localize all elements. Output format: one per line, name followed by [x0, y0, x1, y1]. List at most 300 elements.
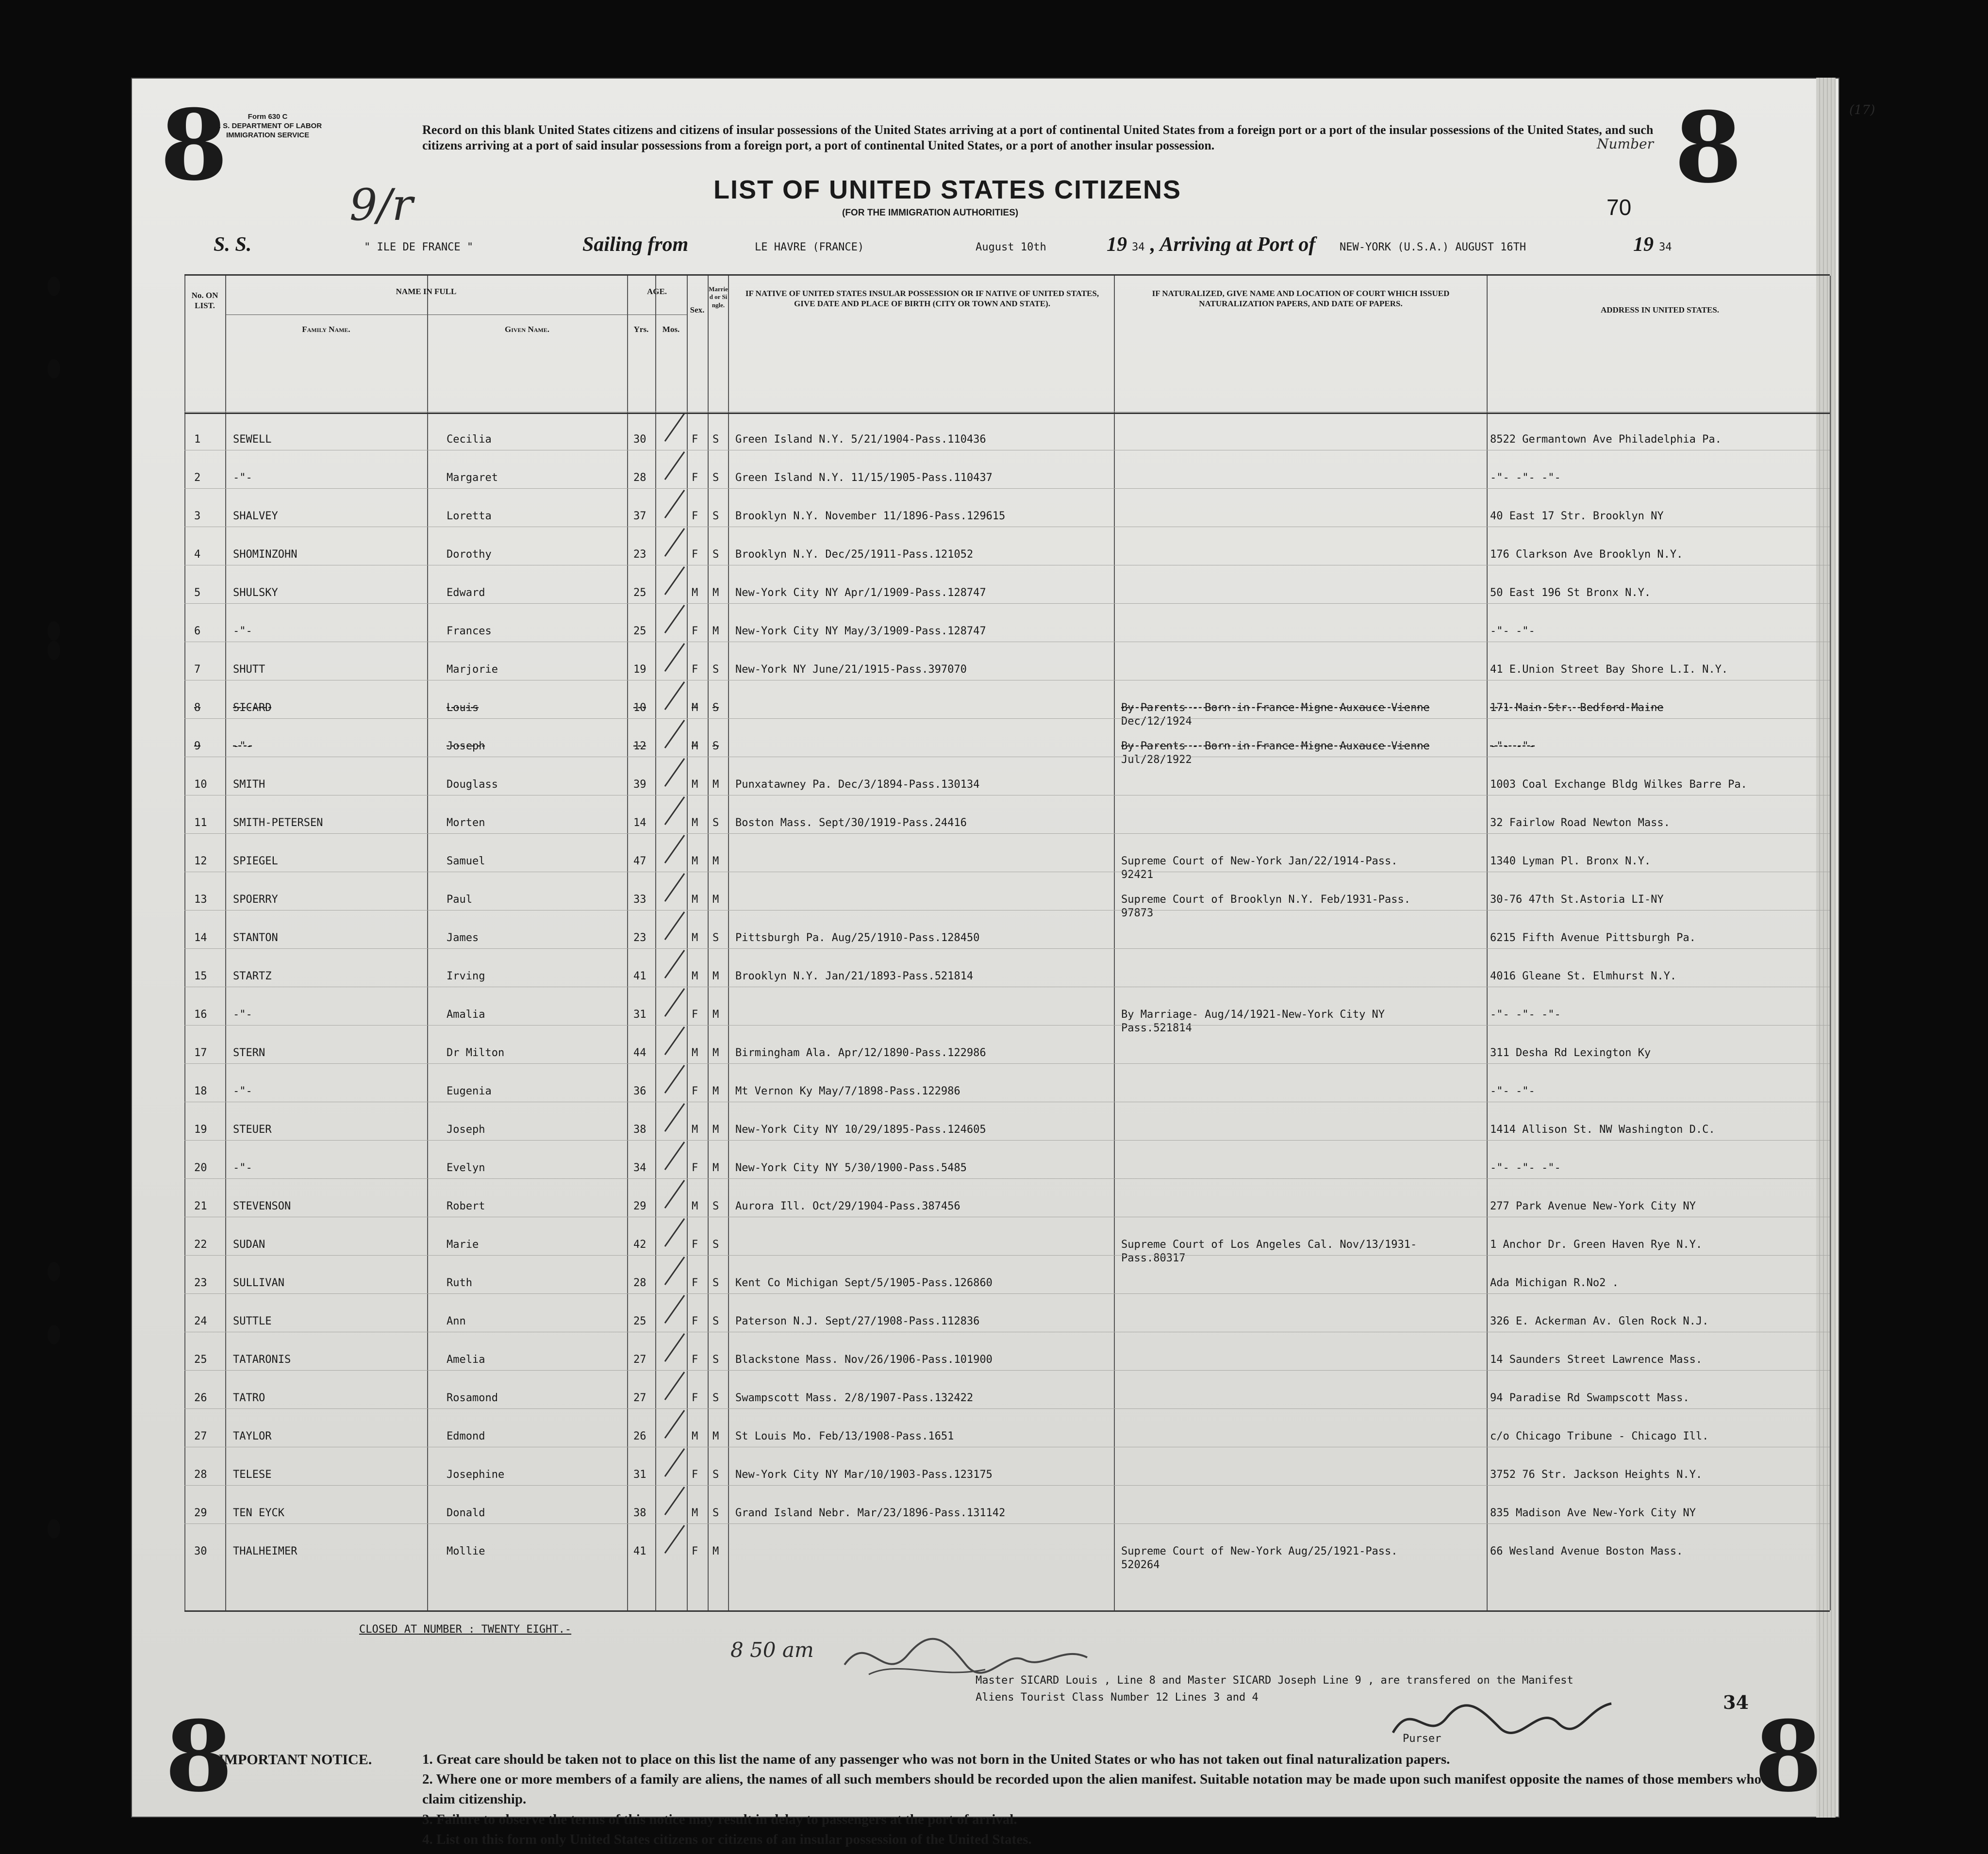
family-name: SPOERRY	[233, 894, 278, 906]
table-row	[184, 910, 1830, 949]
row-number: 30	[194, 1545, 207, 1557]
row-number: 2	[194, 472, 201, 484]
given-name: Edmond	[447, 1430, 485, 1442]
form-number: Form 630 C	[248, 113, 288, 121]
naturalization-info: By Parents - Born in France Migne Auxauce Vienne	[1121, 740, 1430, 752]
table-row	[184, 1140, 1830, 1179]
family-name: -"-	[233, 1009, 252, 1021]
family-name: SHOMINZOHN	[233, 548, 298, 561]
form-block	[214, 113, 322, 140]
marital-status: M	[712, 587, 719, 599]
sex: F	[692, 1239, 698, 1251]
birthplace-and-date: Swampscott Mass. 2/8/1907-Pass.132422	[735, 1392, 974, 1404]
table-row	[184, 1408, 1830, 1447]
marital-status: S	[712, 1469, 719, 1481]
stamp-time: 8 50 am	[730, 1638, 814, 1662]
address: 1 Anchor Dr. Green Haven Rye N.Y.	[1490, 1239, 1703, 1251]
naturalization-info-continued: 97873	[1121, 907, 1154, 919]
sex: M	[692, 932, 698, 944]
given-name: Douglass	[447, 778, 498, 791]
given-name: Louis	[447, 702, 479, 714]
family-name: TEN EYCK	[233, 1507, 284, 1519]
given-name: Eugenia	[447, 1085, 492, 1097]
sex: M	[692, 1200, 698, 1212]
address: 277 Park Avenue New-York City NY	[1490, 1200, 1696, 1212]
birthplace-and-date: Green Island N.Y. 5/21/1904-Pass.110436	[735, 433, 986, 446]
family-name: SPIEGEL	[233, 855, 278, 867]
row-number: 14	[194, 932, 207, 944]
number-label: Number	[1597, 136, 1654, 152]
arriving-label: , Arriving at Port of	[1150, 233, 1316, 256]
check-mark	[664, 720, 685, 748]
birthplace-and-date: Green Island N.Y. 11/15/1905-Pass.110437	[735, 472, 993, 484]
marital-status: M	[712, 1162, 719, 1174]
sheet-number-bottom-right: 8	[1755, 1700, 1822, 1814]
birthplace-and-date: New-York City NY 10/29/1895-Pass.124605	[735, 1124, 986, 1136]
table-row	[184, 1102, 1830, 1141]
marital-status: S	[712, 472, 719, 484]
important-notice	[218, 1750, 1791, 1850]
given-name: Amelia	[447, 1354, 485, 1366]
address: 1340 Lyman Pl. Bronx N.Y.	[1490, 855, 1651, 867]
service-name: IMMIGRATION SERVICE	[226, 131, 310, 139]
marital-status: S	[712, 1200, 719, 1212]
address: 32 Fairlow Road Newton Mass.	[1490, 817, 1670, 829]
family-name: SHULSKY	[233, 587, 278, 599]
age-years: 41	[633, 970, 646, 982]
address: 40 East 17 Str. Brooklyn NY	[1490, 510, 1664, 522]
check-mark	[664, 1525, 685, 1554]
sex: F	[692, 1085, 698, 1097]
age-years: 27	[633, 1354, 646, 1366]
sex: F	[692, 625, 698, 637]
header-years: Yrs.	[633, 325, 649, 334]
marital-status: M	[712, 1124, 719, 1136]
year-from-prefix: 19	[1107, 233, 1127, 256]
address: 3752 76 Str. Jackson Heights N.Y.	[1490, 1469, 1703, 1481]
birthplace-and-date: Grand Island Nebr. Mar/23/1896-Pass.131142	[735, 1507, 1006, 1519]
marital-status: S	[712, 1315, 719, 1327]
row-number: 10	[194, 778, 207, 791]
age-years: 25	[633, 587, 646, 599]
sex: M	[692, 1047, 698, 1059]
table-row	[184, 987, 1830, 1034]
marital-status: S	[712, 1392, 719, 1404]
check-mark	[664, 988, 685, 1017]
birthplace-and-date: New-York City NY 5/30/1900-Pass.5485	[735, 1162, 967, 1174]
check-mark	[664, 796, 685, 825]
check-mark	[664, 1410, 685, 1439]
header-name-in-full: NAME IN FULL	[396, 287, 457, 296]
marital-status: S	[712, 1507, 719, 1519]
check-mark	[664, 873, 685, 902]
table-row	[184, 1178, 1830, 1217]
given-name: Dr Milton	[447, 1047, 505, 1059]
check-mark	[664, 1218, 685, 1247]
transfer-note-line-1: Master SICARD Louis , Line 8 and Master SICARD Joseph Line 9 , are transfered on the Manifest	[976, 1674, 1574, 1687]
table-row	[184, 642, 1830, 680]
sex: M	[692, 817, 698, 829]
marital-status: S	[712, 702, 719, 714]
row-number: 11	[194, 817, 207, 829]
age-years: 26	[633, 1430, 646, 1442]
check-mark	[664, 1448, 685, 1477]
age-years: 37	[633, 510, 646, 522]
ss-label: S. S.	[214, 233, 252, 256]
birthplace-and-date: Boston Mass. Sept/30/1919-Pass.24416	[735, 817, 967, 829]
check-mark	[664, 950, 685, 978]
sex: F	[692, 433, 698, 446]
table-row	[184, 718, 1830, 766]
birthplace-and-date: New-York City NY Apr/1/1909-Pass.128747	[735, 587, 986, 599]
age-years: 28	[633, 1277, 646, 1289]
row-number: 19	[194, 1124, 207, 1136]
naturalization-info: Supreme Court of New-York Jan/22/1914-Pass.	[1121, 855, 1398, 867]
check-mark	[664, 643, 685, 672]
marital-status: S	[712, 740, 719, 752]
sex: M	[692, 855, 698, 867]
check-mark	[664, 1103, 685, 1132]
sex: F	[692, 510, 698, 522]
table-row	[184, 1255, 1830, 1294]
check-mark	[664, 413, 685, 442]
age-years: 41	[633, 1545, 646, 1557]
family-name: SMITH-PETERSEN	[233, 817, 323, 829]
check-mark	[664, 911, 685, 940]
address: -"- -"-	[1490, 625, 1535, 637]
check-mark	[664, 835, 685, 863]
given-name: Evelyn	[447, 1162, 485, 1174]
row-number: 24	[194, 1315, 207, 1327]
header-naturalization: IF NATURALIZED, GIVE NAME AND LOCATION OF COURT WHICH ISSUED NATURALIZATION PAPERS, AND DATE OF PAPERS.	[1152, 289, 1450, 309]
age-years: 44	[633, 1047, 646, 1059]
age-years: 33	[633, 894, 646, 906]
row-number: 15	[194, 970, 207, 982]
address: Ada Michigan R.No2 .	[1490, 1277, 1619, 1289]
address: 6215 Fifth Avenue Pittsburgh Pa.	[1490, 932, 1696, 944]
notice-item: 1. Great care should be taken not to place on this list the name of any passenger who was not born in the United States or who has not taken out final naturalization papers.	[422, 1752, 1450, 1767]
family-name: -"-	[233, 625, 252, 637]
sex: M	[692, 1507, 698, 1519]
sex: F	[692, 1009, 698, 1021]
table-row	[184, 488, 1830, 527]
table-row	[184, 1025, 1830, 1064]
marital-status: M	[712, 970, 719, 982]
punch-hole	[48, 1519, 60, 1539]
sex: M	[692, 587, 698, 599]
table-row	[184, 833, 1830, 881]
naturalization-info-continued: Jul/28/1922	[1121, 754, 1192, 766]
year-to-prefix: 19	[1633, 233, 1654, 256]
address: -"- -"-	[1490, 1085, 1535, 1097]
marital-status: S	[712, 1354, 719, 1366]
age-years: 25	[633, 625, 646, 637]
year-from: 34	[1132, 241, 1145, 253]
sex: F	[692, 548, 698, 561]
age-years: 19	[633, 663, 646, 676]
notice-item: 4. List on this form only United States citizens or citizens of an insular possession of the United States.	[422, 1831, 1032, 1847]
given-name: Dorothy	[447, 548, 492, 561]
port-from: LE HAVRE (FRANCE)	[755, 241, 864, 253]
age-years: 31	[633, 1009, 646, 1021]
page-title: LIST OF UNITED STATES CITIZENS	[713, 175, 1181, 204]
sex: M	[692, 778, 698, 791]
birthplace-and-date: St Louis Mo. Feb/13/1908-Pass.1651	[735, 1430, 954, 1442]
table-row	[184, 1063, 1830, 1102]
row-number: 8	[194, 702, 201, 714]
row-number: 20	[194, 1162, 207, 1174]
family-name: STEUER	[233, 1124, 272, 1136]
header-given-name: Given Name.	[504, 325, 549, 334]
table-row	[184, 527, 1830, 565]
given-name: Ruth	[447, 1277, 472, 1289]
birthplace-and-date: Punxatawney Pa. Dec/3/1894-Pass.130134	[735, 778, 980, 791]
address: 50 East 196 St Bronx N.Y.	[1490, 587, 1651, 599]
given-name: Josephine	[447, 1469, 505, 1481]
family-name: TELESE	[233, 1469, 272, 1481]
sex: F	[692, 1277, 698, 1289]
row-number: 23	[194, 1277, 207, 1289]
sex: F	[692, 1469, 698, 1481]
marital-status: M	[712, 894, 719, 906]
sex: F	[692, 663, 698, 676]
sex: F	[692, 472, 698, 484]
naturalization-info-continued: 520264	[1121, 1559, 1160, 1571]
check-mark	[664, 1180, 685, 1208]
sex: F	[692, 1354, 698, 1366]
given-name: Paul	[447, 894, 472, 906]
birthplace-and-date: Brooklyn N.Y. Jan/21/1893-Pass.521814	[735, 970, 974, 982]
marital-status: M	[712, 1047, 719, 1059]
given-name: Mollie	[447, 1545, 485, 1557]
header-married-single: Married or Single.	[709, 285, 728, 309]
age-years: 29	[633, 1200, 646, 1212]
age-years: 23	[633, 548, 646, 561]
address: 66 Wesland Avenue Boston Mass.	[1490, 1545, 1683, 1557]
given-name: Loretta	[447, 510, 492, 522]
family-name: THALHEIMER	[233, 1545, 298, 1557]
notice-item: 2. Where one or more members of a family are aliens, the names of all such members should be recorded upon the alien manifest. Suitable notation may be made upon such manifest opposite the names of those members who claim citizenship.	[422, 1771, 1761, 1807]
marital-status: M	[712, 778, 719, 791]
birthplace-and-date: Kent Co Michigan Sept/5/1905-Pass.126860	[735, 1277, 993, 1289]
check-mark	[664, 1487, 685, 1515]
family-name: SUDAN	[233, 1239, 265, 1251]
header-family-name: Family Name.	[302, 325, 350, 334]
punch-hole	[48, 277, 60, 296]
check-mark	[664, 1026, 685, 1055]
row-number: 22	[194, 1239, 207, 1251]
corner-mark: (17)	[1849, 103, 1875, 117]
check-mark	[664, 1372, 685, 1400]
table-row	[184, 565, 1830, 604]
given-name: Cecilia	[447, 433, 492, 446]
family-name: SHALVEY	[233, 510, 278, 522]
address: c/o Chicago Tribune - Chicago Ill.	[1490, 1430, 1709, 1442]
sex: F	[692, 1315, 698, 1327]
department-name: U. S. DEPARTMENT OF LABOR	[214, 121, 322, 130]
header-sex: Sex.	[690, 305, 705, 315]
age-years: 39	[633, 778, 646, 791]
given-name: Joseph	[447, 1124, 485, 1136]
punch-hole	[48, 359, 60, 379]
given-name: Rosamond	[447, 1392, 498, 1404]
punch-hole	[48, 1325, 60, 1344]
given-name: Donald	[447, 1507, 485, 1519]
table-row	[184, 1370, 1830, 1409]
check-mark	[664, 566, 685, 595]
header-address: ADDRESS IN UNITED STATES.	[1600, 305, 1720, 315]
check-mark	[664, 1257, 685, 1285]
address: 4016 Gleane St. Elmhurst N.Y.	[1490, 970, 1677, 982]
sailing-from-label: Sailing from	[582, 233, 689, 256]
marital-status: M	[712, 1545, 719, 1557]
given-name: Frances	[447, 625, 492, 637]
row-number: 17	[194, 1047, 207, 1059]
given-name: Marjorie	[447, 663, 498, 676]
row-number: 26	[194, 1392, 207, 1404]
sex: M	[692, 702, 698, 714]
table-row	[184, 757, 1830, 795]
sex: F	[692, 1545, 698, 1557]
birthplace-and-date: Mt Vernon Ky May/7/1898-Pass.122986	[735, 1085, 961, 1097]
age-years: 38	[633, 1507, 646, 1519]
purser-label: Purser	[1403, 1733, 1441, 1745]
family-name: TATARONIS	[233, 1354, 291, 1366]
birthplace-and-date: Aurora Ill. Oct/29/1904-Pass.387456	[735, 1200, 961, 1212]
family-name: STANTON	[233, 932, 278, 944]
row-number: 9	[194, 740, 201, 752]
address: 326 E. Ackerman Av. Glen Rock N.J.	[1490, 1315, 1709, 1327]
marital-status: M	[712, 625, 719, 637]
closed-at-number: CLOSED AT NUMBER : TWENTY EIGHT.-	[359, 1623, 572, 1636]
address: 1003 Coal Exchange Bldg Wilkes Barre Pa.	[1490, 778, 1747, 791]
table-row	[184, 450, 1830, 489]
address: -"- -"-	[1490, 740, 1535, 752]
notice-item: 3. Failure to observe the terms of this notice may result in delay to passengers at the port of arrival.	[422, 1811, 1017, 1827]
marital-status: S	[712, 1239, 719, 1251]
table-row	[184, 412, 1830, 450]
ship-name: " ILE DE FRANCE "	[364, 241, 474, 253]
date-from: August 10th	[976, 241, 1046, 253]
row-number: 12	[194, 855, 207, 867]
family-name: SULLIVAN	[233, 1277, 284, 1289]
marital-status: M	[712, 855, 719, 867]
age-years: 30	[633, 433, 646, 446]
birthplace-and-date: Birmingham Ala. Apr/12/1890-Pass.122986	[735, 1047, 986, 1059]
given-name: Samuel	[447, 855, 485, 867]
age-years: 23	[633, 932, 646, 944]
marital-status: M	[712, 1009, 719, 1021]
age-years: 28	[633, 472, 646, 484]
family-name: STARTZ	[233, 970, 272, 982]
given-name: Margaret	[447, 472, 498, 484]
given-name: Edward	[447, 587, 485, 599]
address: 171 Main Str. Bedford Maine	[1490, 702, 1664, 714]
marital-status: S	[712, 433, 719, 446]
header-age: AGE.	[646, 287, 667, 296]
sheet-number-top-right: 8	[1674, 91, 1742, 205]
given-name: James	[447, 932, 479, 944]
naturalization-info-continued: Pass.80317	[1121, 1252, 1186, 1264]
marital-status: M	[712, 1085, 719, 1097]
punch-hole	[48, 1262, 60, 1281]
family-name: SICARD	[233, 702, 272, 714]
page-subtitle: (FOR THE IMMIGRATION AUTHORITIES)	[842, 208, 1019, 218]
port-to: NEW-YORK (U.S.A.) AUGUST 16TH	[1340, 241, 1526, 253]
row-number: 18	[194, 1085, 207, 1097]
marital-status: M	[712, 1430, 719, 1442]
sheet-number-bottom-left: 8	[165, 1700, 233, 1814]
family-name: TATRO	[233, 1392, 265, 1404]
row-number: 28	[194, 1469, 207, 1481]
table-row	[184, 1485, 1830, 1524]
row-number: 25	[194, 1354, 207, 1366]
header-no-on-list: No. ON LIST.	[191, 291, 218, 311]
birthplace-and-date: Brooklyn N.Y. November 11/1896-Pass.129615	[735, 510, 1006, 522]
year-to: 34	[1659, 241, 1672, 253]
transfer-note-line-2: Aliens Tourist Class Number 12 Lines 3 and 4	[976, 1691, 1259, 1704]
birthplace-and-date: New-York City NY May/3/1909-Pass.128747	[735, 625, 986, 637]
naturalization-info: By Marriage- Aug/14/1921-New-York City NY	[1121, 1009, 1385, 1021]
age-years: 10	[633, 702, 646, 714]
age-years: 25	[633, 1315, 646, 1327]
check-mark	[664, 1142, 685, 1170]
table-row	[184, 603, 1830, 642]
punch-hole	[48, 641, 60, 660]
birthplace-and-date: New-York NY June/21/1915-Pass.397070	[735, 663, 967, 676]
sheet-number-top-left: 8	[160, 88, 228, 202]
sex: F	[692, 1162, 698, 1174]
row-number: 6	[194, 625, 201, 637]
table-row	[184, 795, 1830, 834]
naturalization-info: By Parents - Born in France Migne Auxauce Vienne	[1121, 702, 1430, 714]
given-name: Morten	[447, 817, 485, 829]
table-row	[184, 1332, 1830, 1371]
row-number: 27	[194, 1430, 207, 1442]
address: 311 Desha Rd Lexington Ky	[1490, 1047, 1651, 1059]
table-row	[184, 1293, 1830, 1332]
row-number: 7	[194, 663, 201, 676]
address: 176 Clarkson Ave Brooklyn N.Y.	[1490, 548, 1683, 561]
check-mark	[664, 1295, 685, 1324]
birthplace-and-date: New-York City NY Mar/10/1903-Pass.123175	[735, 1469, 993, 1481]
marital-status: S	[712, 1277, 719, 1289]
naturalization-info: Supreme Court of Los Angeles Cal. Nov/13/1931-	[1121, 1239, 1417, 1251]
check-mark	[664, 451, 685, 480]
birthplace-and-date: Blackstone Mass. Nov/26/1906-Pass.101900	[735, 1354, 993, 1366]
given-name: Irving	[447, 970, 485, 982]
sex: M	[692, 1124, 698, 1136]
age-years: 36	[633, 1085, 646, 1097]
age-years: 47	[633, 855, 646, 867]
family-name: SHUTT	[233, 663, 265, 676]
naturalization-info: Supreme Court of Brooklyn N.Y. Feb/1931-Pass.	[1121, 894, 1411, 906]
row-number: 21	[194, 1200, 207, 1212]
naturalization-info-continued: Dec/12/1924	[1121, 715, 1192, 728]
sex: F	[692, 1392, 698, 1404]
given-name: Ann	[447, 1315, 466, 1327]
check-mark	[664, 1333, 685, 1362]
row-number: 13	[194, 894, 207, 906]
address: -"- -"- -"-	[1490, 472, 1561, 484]
check-mark	[664, 605, 685, 633]
row-number: 3	[194, 510, 201, 522]
sex: M	[692, 740, 698, 752]
age-years: 38	[633, 1124, 646, 1136]
address: 14 Saunders Street Lawrence Mass.	[1490, 1354, 1703, 1366]
address: 8522 Germantown Ave Philadelphia Pa.	[1490, 433, 1722, 446]
age-years: 31	[633, 1469, 646, 1481]
